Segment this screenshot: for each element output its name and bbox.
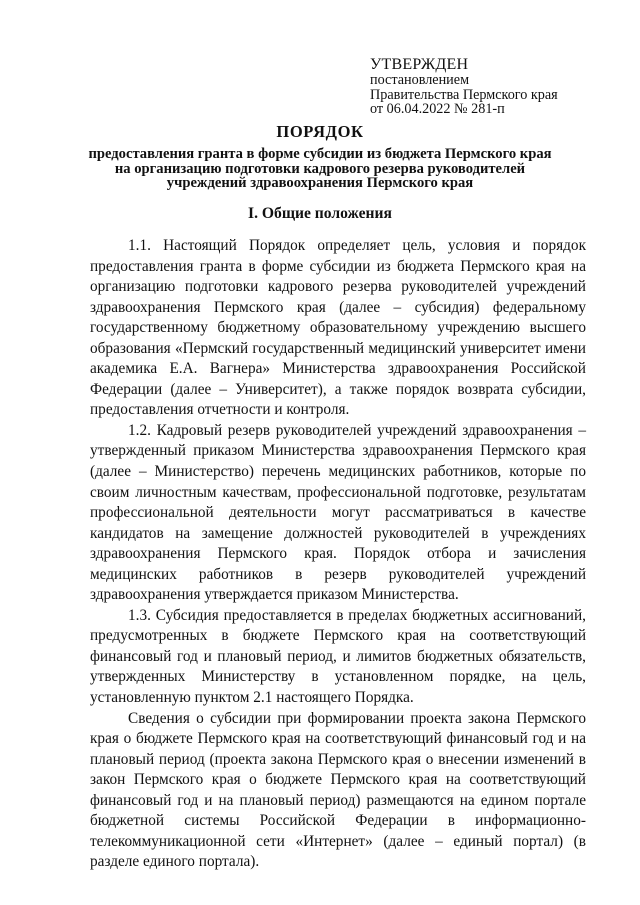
approval-line-3: от 06.04.2022 № 281-п (370, 101, 505, 117)
approval-stamp (370, 56, 558, 117)
approval-line-2: Правительства Пермского края (370, 86, 558, 103)
document-title: ПОРЯДОК (276, 122, 364, 141)
subtitle-line-2: на организацию подготовки кадрового резерва руководителей (114, 160, 526, 177)
subtitle-line-1: предоставления гранта в форме субсидии из бюджета Пермского края (88, 146, 552, 162)
paragraph-1-2: 1.2. Кадровый резерв руководителей учреждений здравоохранения – утвержденный приказом Министерства здравоохранения Пермского края (далее – Министерство) перечень медицинских работников, которые по своим личностным качествам, профессиональной подготовке, результатам профессиональной деятельности могут рассматриваться в качестве кандидатов на замещение должностей руководителей в учреждениях здравоохранения Пермского края. Порядок отбора и зачисления медицинских работников в резерв руководителей учреждений здравоохранения утверждается приказом Министерства. (90, 421, 586, 604)
approval-line-1: постановлением (370, 72, 470, 88)
approval-heading: УТВЕРЖДЕН (370, 56, 469, 73)
paragraph-1-3: 1.3. Субсидия предоставляется в пределах бюджетных ассигнований, предусмотренных в бюджете Пермского края на соответствующий финансовый год и плановый период, и лимитов бюджетных обязательств, утвержденных Министерству в установленном порядке, на цель, установленную пунктом 2.1 настоящего Порядка. (90, 606, 586, 707)
document-subtitle (0, 147, 640, 191)
section-heading: I. Общие положения (248, 205, 392, 222)
document-body (90, 236, 586, 873)
paragraph-subsidy-info: Сведения о субсидии при формировании проекта закона Пермского края о бюджете Пермского края на соответствующий финансовый год и на плановый период (проекта закона Пермского края о внесении изменений в закон Пермского края о бюджете Пермского края на соответствующий финансовый год и на плановый период) размещаются на едином портале бюджетной системы Российской Федерации в информационно-телекоммуникационной сети «Интернет» (далее – единый портал) (в разделе единого портала). (90, 709, 586, 871)
subtitle-line-3: учреждений здравоохранения Пермского края (166, 175, 474, 191)
paragraph-1-1: 1.1. Настоящий Порядок определяет цель, условия и порядок предоставления гранта в форме субсидии из бюджета Пермского края на организацию подготовки кадрового резерва руководителей учреждений здравоохранения Пермского края (далее – субсидия) федеральному государственному бюджетному образовательному учреждению высшего образования «Пермский государственный медицинский университет имени академика Е.А. Вагнера» Министерства здравоохранения Российской Федерации (далее – Университет), а также порядок возврата субсидии, предоставления отчетности и контроля. (90, 237, 586, 419)
